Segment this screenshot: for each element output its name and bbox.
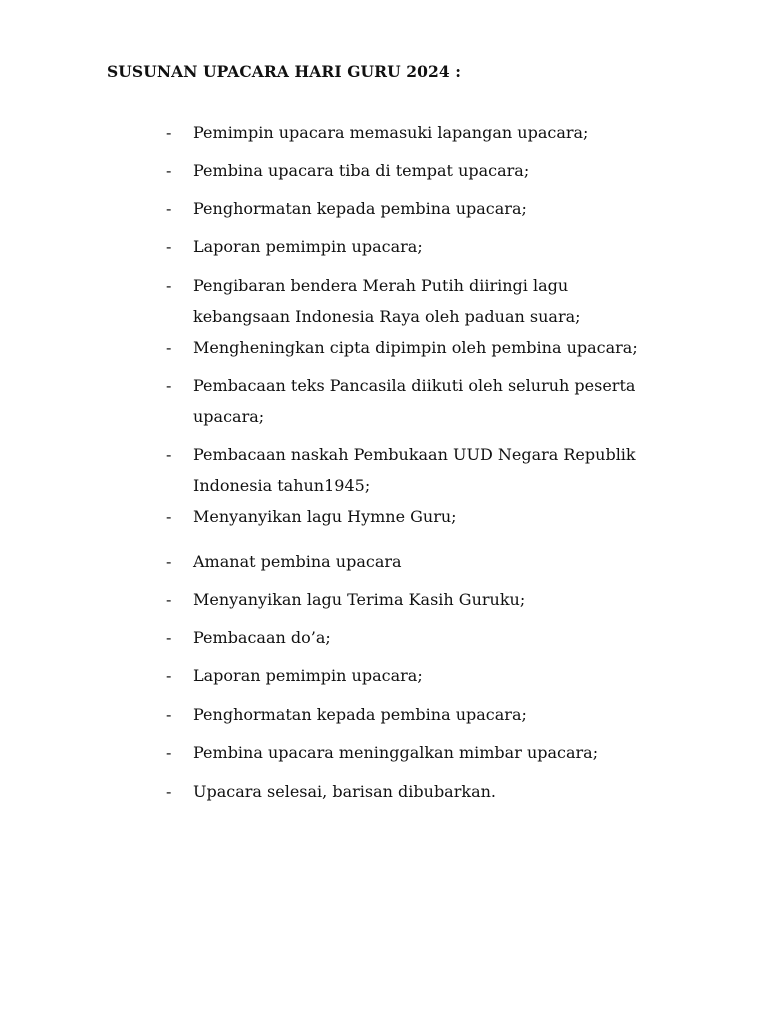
list-item-line: Upacara selesai, barisan dibubarkan. bbox=[193, 782, 496, 801]
list-item-text bbox=[193, 776, 673, 807]
list-item-line: Laporan pemimpin upacara; bbox=[193, 666, 423, 685]
list-item-text bbox=[193, 584, 673, 615]
list-item-text bbox=[193, 370, 673, 432]
list-bullet: - bbox=[166, 507, 172, 526]
list-item-text bbox=[193, 155, 673, 186]
list-item-line: kebangsaan Indonesia Raya oleh paduan suara; bbox=[193, 307, 581, 326]
list-item-text bbox=[193, 439, 673, 501]
list-item-line: Amanat pembina upacara bbox=[193, 552, 402, 571]
list-item-line: Pembacaan teks Pancasila diikuti oleh seluruh peserta bbox=[193, 376, 636, 395]
list-item-line: Menyanyikan lagu Terima Kasih Guruku; bbox=[193, 590, 526, 609]
list-bullet: - bbox=[166, 666, 172, 685]
list-item-text bbox=[193, 501, 673, 532]
list-item-line: upacara; bbox=[193, 407, 265, 426]
list-item-line: Penghormatan kepada pembina upacara; bbox=[193, 199, 527, 218]
list-item-text bbox=[193, 270, 673, 332]
list-item-line: Mengheningkan cipta dipimpin oleh pembina upacara; bbox=[193, 338, 638, 357]
list-item-line: Pembacaan naskah Pembukaan UUD Negara Republik bbox=[193, 445, 636, 464]
list-bullet: - bbox=[166, 552, 172, 571]
list-bullet: - bbox=[166, 338, 172, 357]
list-item-line: Pembacaan do’a; bbox=[193, 628, 331, 647]
list-item-line: Pemimpin upacara memasuki lapangan upacara; bbox=[193, 123, 589, 142]
list-item-text bbox=[193, 737, 673, 768]
list-item-text bbox=[193, 231, 673, 262]
list-item-text bbox=[193, 699, 673, 730]
list-bullet: - bbox=[166, 705, 172, 724]
list-bullet: - bbox=[166, 276, 172, 295]
list-bullet: - bbox=[166, 161, 172, 180]
list-item-line: Pengibaran bendera Merah Putih diiringi lagu bbox=[193, 276, 569, 295]
document-title: SUSUNAN UPACARA HARI GURU 2024 : bbox=[107, 62, 462, 81]
list-bullet: - bbox=[166, 628, 172, 647]
list-item-text bbox=[193, 546, 673, 577]
list-item-line: Laporan pemimpin upacara; bbox=[193, 237, 423, 256]
list-item-line: Pembina upacara tiba di tempat upacara; bbox=[193, 161, 530, 180]
list-bullet: - bbox=[166, 445, 172, 464]
list-bullet: - bbox=[166, 123, 172, 142]
list-item-text bbox=[193, 193, 673, 224]
list-item-text bbox=[193, 660, 673, 691]
list-bullet: - bbox=[166, 199, 172, 218]
list-item-text bbox=[193, 622, 673, 653]
list-item-text bbox=[193, 332, 673, 363]
list-item-line: Menyanyikan lagu Hymne Guru; bbox=[193, 507, 457, 526]
list-bullet: - bbox=[166, 590, 172, 609]
list-bullet: - bbox=[166, 782, 172, 801]
list-bullet: - bbox=[166, 376, 172, 395]
list-item-line: Indonesia tahun1945; bbox=[193, 476, 371, 495]
list-item-line: Pembina upacara meninggalkan mimbar upacara; bbox=[193, 743, 599, 762]
list-item-line: Penghormatan kepada pembina upacara; bbox=[193, 705, 527, 724]
list-bullet: - bbox=[166, 743, 172, 762]
list-bullet: - bbox=[166, 237, 172, 256]
list-item-text bbox=[193, 117, 673, 148]
